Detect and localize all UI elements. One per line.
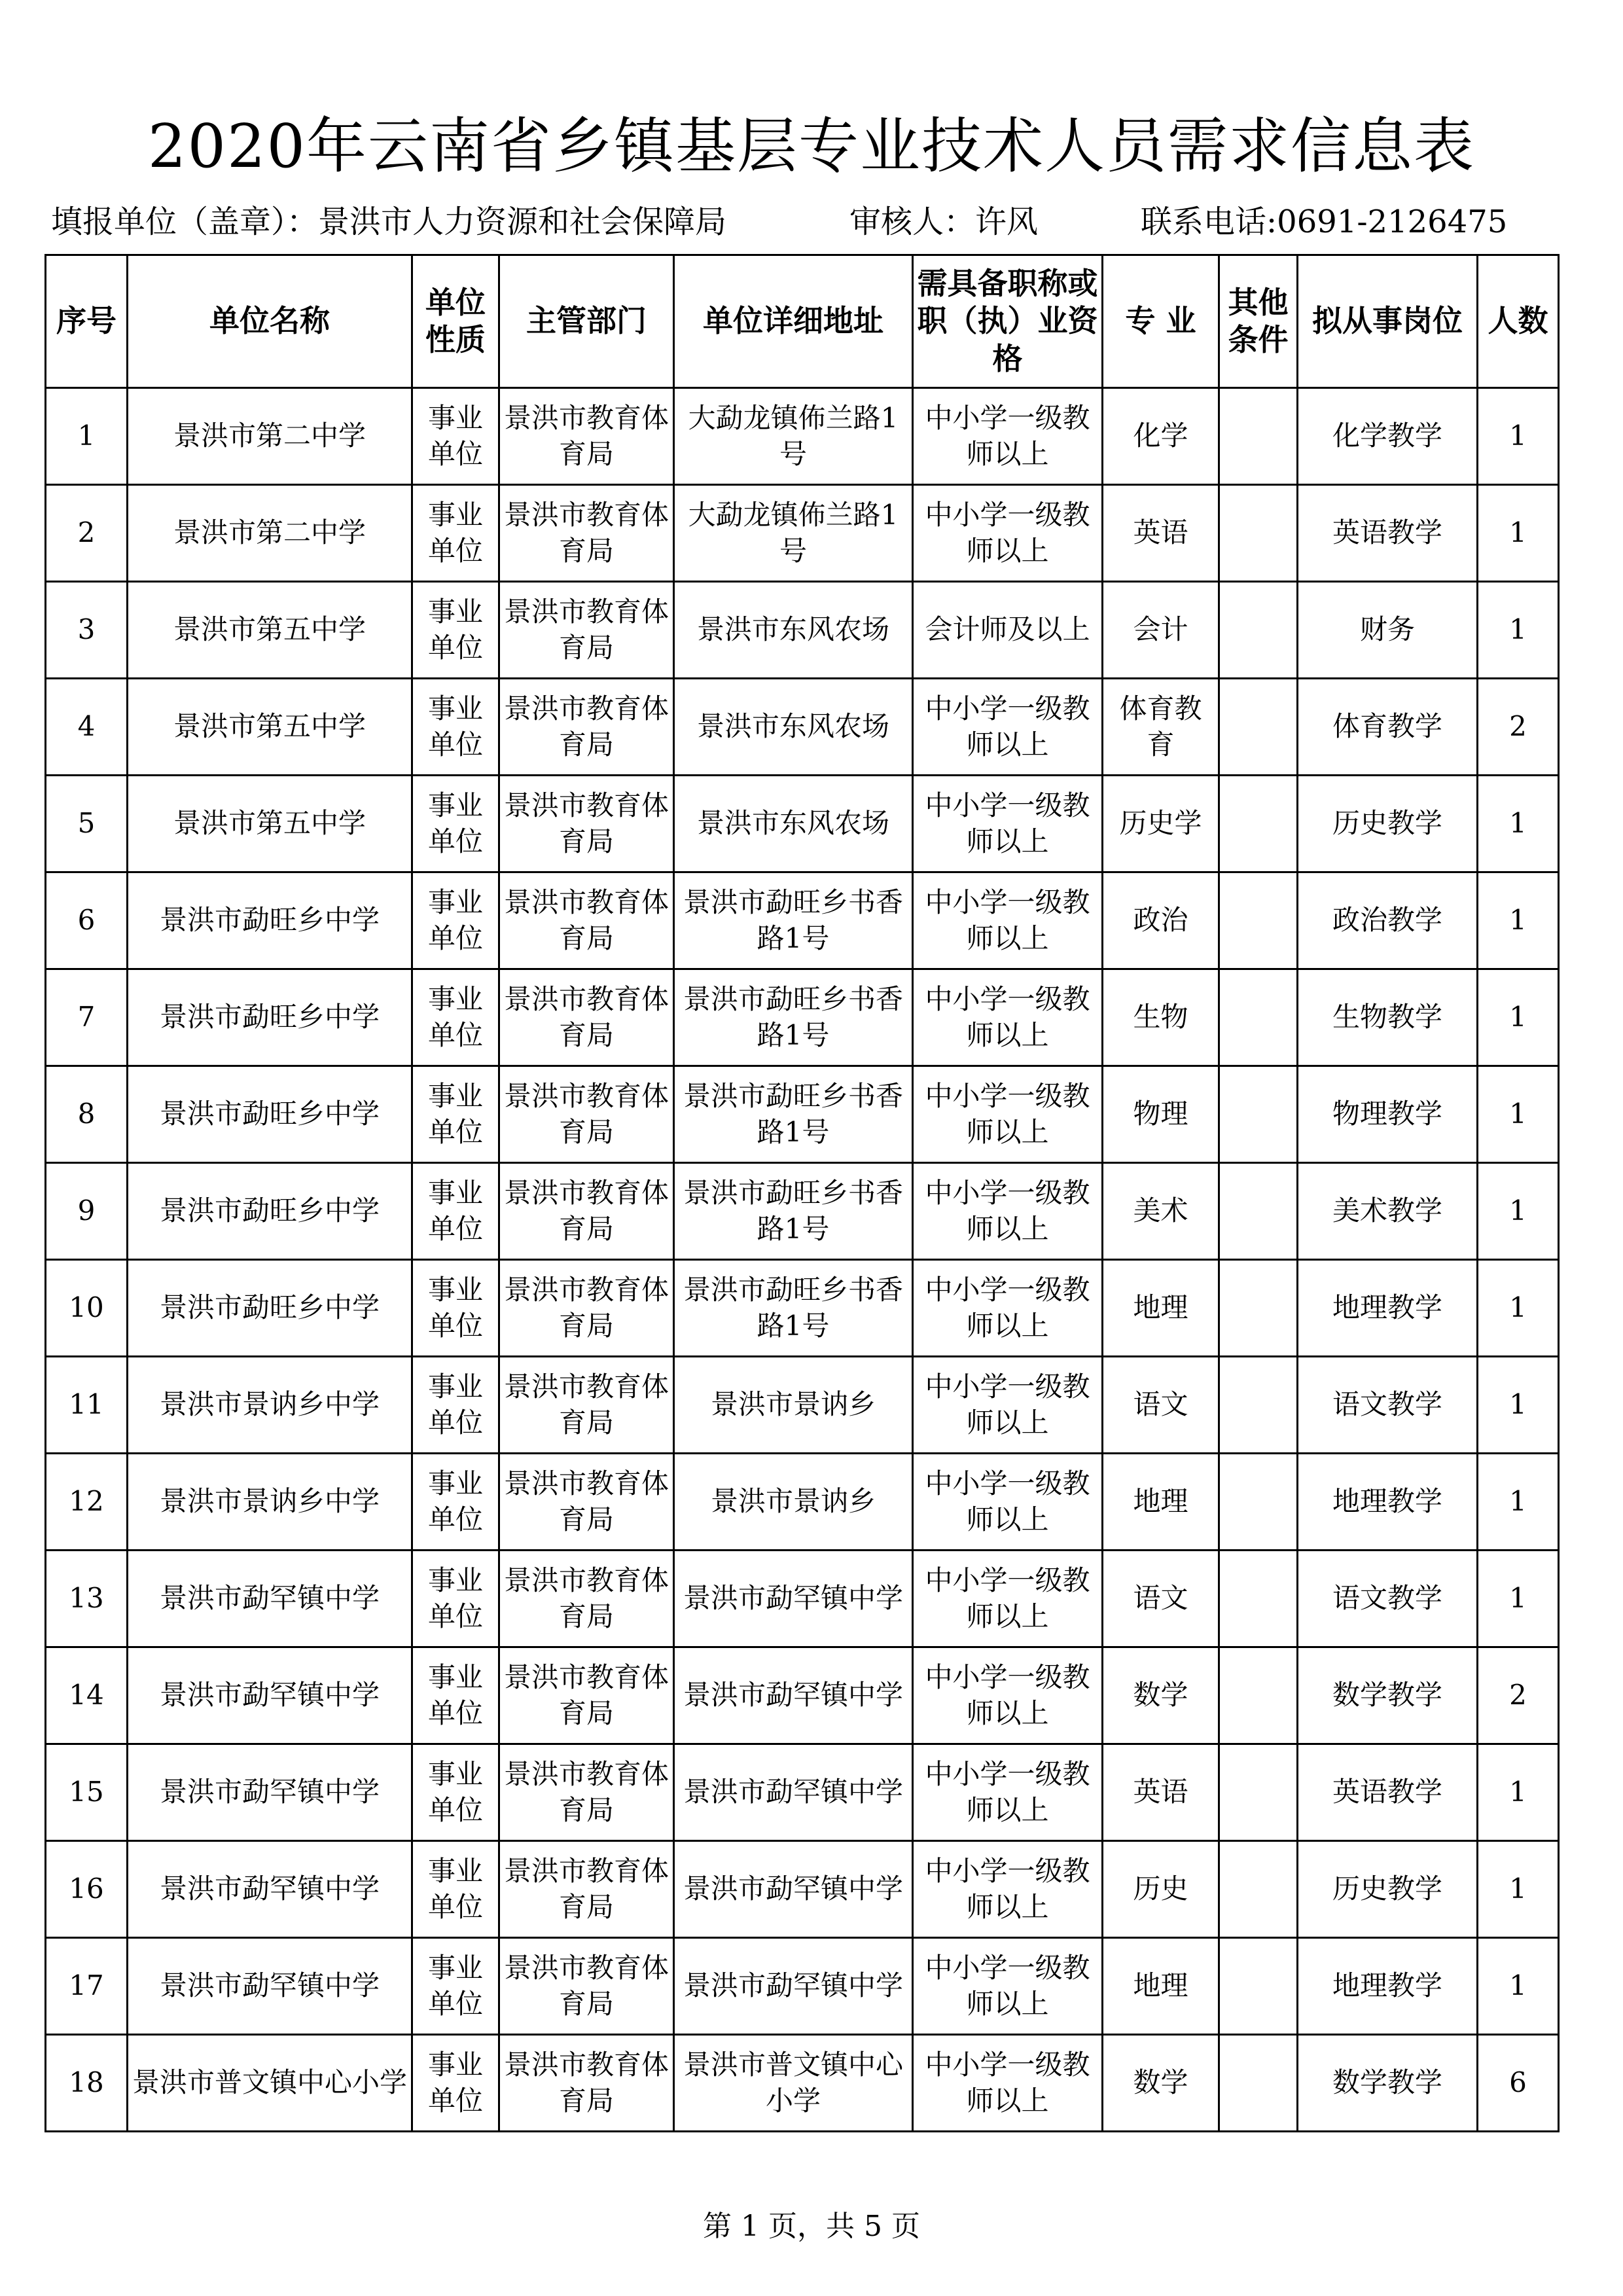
unit-type-cell: 事业单位: [412, 969, 499, 1066]
unit-name-cell: 景洪市第五中学: [128, 582, 412, 679]
count-cell: 1: [1478, 388, 1559, 485]
position-cell: 政治教学: [1298, 872, 1478, 969]
other-cell: [1219, 1163, 1298, 1260]
seq-cell: 14: [46, 1647, 128, 1744]
other-cell: [1219, 1938, 1298, 2035]
other-cell: [1219, 1357, 1298, 1454]
unit-name-cell: 景洪市第二中学: [128, 388, 412, 485]
column-header: 人数: [1478, 255, 1559, 388]
unit-type-cell: 事业单位: [412, 1938, 499, 2035]
major-cell: 地理: [1103, 1454, 1219, 1551]
qualification-cell: 中小学一级教师以上: [913, 1551, 1103, 1647]
position-cell: 财务: [1298, 582, 1478, 679]
department-cell: 景洪市教育体育局: [499, 1551, 674, 1647]
other-cell: [1219, 2035, 1298, 2132]
demand-table: [45, 254, 1560, 2132]
department-cell: 景洪市教育体育局: [499, 969, 674, 1066]
position-cell: 物理教学: [1298, 1066, 1478, 1163]
table-row: [46, 485, 1559, 582]
unit-type-cell: 事业单位: [412, 388, 499, 485]
unit-type-cell: 事业单位: [412, 1551, 499, 1647]
address-cell: 景洪市勐旺乡书香路1号: [674, 1066, 913, 1163]
major-cell: 美术: [1103, 1163, 1219, 1260]
department-cell: 景洪市教育体育局: [499, 1454, 674, 1551]
count-cell: 6: [1478, 2035, 1559, 2132]
unit-name-cell: 景洪市勐罕镇中学: [128, 1647, 412, 1744]
page-title: 2020年云南省乡镇基层专业技术人员需求信息表: [147, 111, 1476, 181]
address-cell: 景洪市景讷乡: [674, 1357, 913, 1454]
address-cell: 景洪市普文镇中心小学: [674, 2035, 913, 2132]
seq-cell: 10: [46, 1260, 128, 1357]
position-cell: 数学教学: [1298, 1647, 1478, 1744]
seq-cell: 2: [46, 485, 128, 582]
other-cell: [1219, 872, 1298, 969]
other-cell: [1219, 1841, 1298, 1938]
major-cell: 英语: [1103, 1744, 1219, 1841]
address-cell: 景洪市勐旺乡书香路1号: [674, 969, 913, 1066]
unit-name-cell: 景洪市勐罕镇中学: [128, 1551, 412, 1647]
position-cell: 美术教学: [1298, 1163, 1478, 1260]
unit-type-cell: 事业单位: [412, 872, 499, 969]
department-cell: 景洪市教育体育局: [499, 1066, 674, 1163]
position-cell: 历史教学: [1298, 1841, 1478, 1938]
table-row: [46, 1163, 1559, 1260]
address-cell: 景洪市东风农场: [674, 776, 913, 872]
qualification-cell: 中小学一级教师以上: [913, 2035, 1103, 2132]
unit-type-cell: 事业单位: [412, 1357, 499, 1454]
major-cell: 英语: [1103, 485, 1219, 582]
qualification-cell: 中小学一级教师以上: [913, 872, 1103, 969]
seq-cell: 4: [46, 679, 128, 776]
table-row: [46, 872, 1559, 969]
other-cell: [1219, 1551, 1298, 1647]
seq-cell: 3: [46, 582, 128, 679]
count-cell: 1: [1478, 1357, 1559, 1454]
table-row: [46, 1260, 1559, 1357]
count-cell: 1: [1478, 1454, 1559, 1551]
major-cell: 物理: [1103, 1066, 1219, 1163]
count-cell: 2: [1478, 679, 1559, 776]
table-row: [46, 1066, 1559, 1163]
other-cell: [1219, 776, 1298, 872]
position-cell: 数学教学: [1298, 2035, 1478, 2132]
department-cell: 景洪市教育体育局: [499, 872, 674, 969]
unit-name-cell: 景洪市普文镇中心小学: [128, 2035, 412, 2132]
seq-cell: 18: [46, 2035, 128, 2132]
seq-cell: 11: [46, 1357, 128, 1454]
column-header: 序号: [46, 255, 128, 388]
qualification-cell: 会计师及以上: [913, 582, 1103, 679]
other-cell: [1219, 1260, 1298, 1357]
qualification-cell: 中小学一级教师以上: [913, 1260, 1103, 1357]
department-cell: 景洪市教育体育局: [499, 2035, 674, 2132]
unit-name-cell: 景洪市第五中学: [128, 679, 412, 776]
address-cell: 景洪市景讷乡: [674, 1454, 913, 1551]
position-cell: 英语教学: [1298, 485, 1478, 582]
column-header: 单位详细地址: [674, 255, 913, 388]
column-header: 单位性质: [412, 255, 499, 388]
count-cell: 1: [1478, 1744, 1559, 1841]
major-cell: 历史学: [1103, 776, 1219, 872]
department-cell: 景洪市教育体育局: [499, 1260, 674, 1357]
other-cell: [1219, 1066, 1298, 1163]
table-row: [46, 1841, 1559, 1938]
address-cell: 景洪市东风农场: [674, 582, 913, 679]
column-header: 单位名称: [128, 255, 412, 388]
table-row: [46, 1454, 1559, 1551]
table-row: [46, 582, 1559, 679]
unit-name-cell: 景洪市勐旺乡中学: [128, 1260, 412, 1357]
position-cell: 地理教学: [1298, 1938, 1478, 2035]
count-cell: 1: [1478, 582, 1559, 679]
address-cell: 大勐龙镇佈兰路1号: [674, 388, 913, 485]
count-cell: 1: [1478, 485, 1559, 582]
unit-type-cell: 事业单位: [412, 679, 499, 776]
other-cell: [1219, 388, 1298, 485]
qualification-cell: 中小学一级教师以上: [913, 1357, 1103, 1454]
other-cell: [1219, 969, 1298, 1066]
table-row: [46, 679, 1559, 776]
table-row: [46, 1551, 1559, 1647]
qualification-cell: 中小学一级教师以上: [913, 388, 1103, 485]
column-header: 拟从事岗位: [1298, 255, 1478, 388]
column-header: 主管部门: [499, 255, 674, 388]
position-cell: 英语教学: [1298, 1744, 1478, 1841]
seq-cell: 16: [46, 1841, 128, 1938]
qualification-cell: 中小学一级教师以上: [913, 776, 1103, 872]
unit-name-cell: 景洪市勐旺乡中学: [128, 969, 412, 1066]
seq-cell: 13: [46, 1551, 128, 1647]
major-cell: 会计: [1103, 582, 1219, 679]
unit-name-cell: 景洪市勐旺乡中学: [128, 872, 412, 969]
seq-cell: 17: [46, 1938, 128, 2035]
unit-type-cell: 事业单位: [412, 2035, 499, 2132]
other-cell: [1219, 679, 1298, 776]
major-cell: 体育教育: [1103, 679, 1219, 776]
count-cell: 1: [1478, 969, 1559, 1066]
table-row: [46, 1647, 1559, 1744]
unit-type-cell: 事业单位: [412, 1454, 499, 1551]
seq-cell: 5: [46, 776, 128, 872]
department-cell: 景洪市教育体育局: [499, 679, 674, 776]
department-cell: 景洪市教育体育局: [499, 388, 674, 485]
contact-phone: 联系电话:0691-2126475: [1141, 204, 1508, 240]
table-row: [46, 969, 1559, 1066]
unit-type-cell: 事业单位: [412, 1647, 499, 1744]
address-cell: 景洪市勐旺乡书香路1号: [674, 1260, 913, 1357]
unit-name-cell: 景洪市勐旺乡中学: [128, 1163, 412, 1260]
qualification-cell: 中小学一级教师以上: [913, 1163, 1103, 1260]
unit-type-cell: 事业单位: [412, 485, 499, 582]
address-cell: 景洪市东风农场: [674, 679, 913, 776]
address-cell: 景洪市勐罕镇中学: [674, 1744, 913, 1841]
qualification-cell: 中小学一级教师以上: [913, 679, 1103, 776]
table-row: [46, 388, 1559, 485]
unit-type-cell: 事业单位: [412, 1841, 499, 1938]
position-cell: 历史教学: [1298, 776, 1478, 872]
seq-cell: 12: [46, 1454, 128, 1551]
filing-unit: 填报单位（盖章）：景洪市人力资源和社会保障局: [51, 204, 727, 240]
department-cell: 景洪市教育体育局: [499, 776, 674, 872]
department-cell: 景洪市教育体育局: [499, 1938, 674, 2035]
other-cell: [1219, 582, 1298, 679]
seq-cell: 8: [46, 1066, 128, 1163]
major-cell: 数学: [1103, 1647, 1219, 1744]
count-cell: 1: [1478, 872, 1559, 969]
unit-type-cell: 事业单位: [412, 1260, 499, 1357]
table-row: [46, 1744, 1559, 1841]
position-cell: 生物教学: [1298, 969, 1478, 1066]
unit-name-cell: 景洪市勐罕镇中学: [128, 1744, 412, 1841]
department-cell: 景洪市教育体育局: [499, 1163, 674, 1260]
header-info: [51, 196, 1576, 242]
department-cell: 景洪市教育体育局: [499, 1744, 674, 1841]
page-footer: 第 1 页，共 5 页: [703, 2210, 920, 2243]
count-cell: 1: [1478, 1260, 1559, 1357]
other-cell: [1219, 1744, 1298, 1841]
unit-type-cell: 事业单位: [412, 1066, 499, 1163]
address-cell: 大勐龙镇佈兰路1号: [674, 485, 913, 582]
table-row: [46, 776, 1559, 872]
position-cell: 化学教学: [1298, 388, 1478, 485]
count-cell: 1: [1478, 1163, 1559, 1260]
unit-type-cell: 事业单位: [412, 776, 499, 872]
count-cell: 2: [1478, 1647, 1559, 1744]
table-row: [46, 2035, 1559, 2132]
unit-type-cell: 事业单位: [412, 1163, 499, 1260]
table-header-row: [46, 255, 1559, 388]
unit-name-cell: 景洪市勐罕镇中学: [128, 1841, 412, 1938]
reviewer: 审核人：许风: [849, 204, 1039, 240]
other-cell: [1219, 1454, 1298, 1551]
unit-name-cell: 景洪市景讷乡中学: [128, 1357, 412, 1454]
unit-name-cell: 景洪市景讷乡中学: [128, 1454, 412, 1551]
department-cell: 景洪市教育体育局: [499, 485, 674, 582]
position-cell: 体育教学: [1298, 679, 1478, 776]
department-cell: 景洪市教育体育局: [499, 1357, 674, 1454]
seq-cell: 7: [46, 969, 128, 1066]
qualification-cell: 中小学一级教师以上: [913, 1744, 1103, 1841]
column-header: 需具备职称或职（执）业资格: [913, 255, 1103, 388]
unit-type-cell: 事业单位: [412, 582, 499, 679]
position-cell: 语文教学: [1298, 1551, 1478, 1647]
qualification-cell: 中小学一级教师以上: [913, 1841, 1103, 1938]
seq-cell: 6: [46, 872, 128, 969]
qualification-cell: 中小学一级教师以上: [913, 1454, 1103, 1551]
department-cell: 景洪市教育体育局: [499, 1647, 674, 1744]
position-cell: 地理教学: [1298, 1454, 1478, 1551]
major-cell: 化学: [1103, 388, 1219, 485]
department-cell: 景洪市教育体育局: [499, 582, 674, 679]
major-cell: 地理: [1103, 1938, 1219, 2035]
qualification-cell: 中小学一级教师以上: [913, 1938, 1103, 2035]
table-body: [46, 388, 1559, 2132]
qualification-cell: 中小学一级教师以上: [913, 485, 1103, 582]
other-cell: [1219, 1647, 1298, 1744]
qualification-cell: 中小学一级教师以上: [913, 969, 1103, 1066]
unit-name-cell: 景洪市勐旺乡中学: [128, 1066, 412, 1163]
column-header: 专 业: [1103, 255, 1219, 388]
address-cell: 景洪市勐罕镇中学: [674, 1938, 913, 2035]
position-cell: 地理教学: [1298, 1260, 1478, 1357]
seq-cell: 9: [46, 1163, 128, 1260]
count-cell: 1: [1478, 1551, 1559, 1647]
major-cell: 语文: [1103, 1357, 1219, 1454]
major-cell: 生物: [1103, 969, 1219, 1066]
address-cell: 景洪市勐旺乡书香路1号: [674, 1163, 913, 1260]
department-cell: 景洪市教育体育局: [499, 1841, 674, 1938]
major-cell: 数学: [1103, 2035, 1219, 2132]
unit-name-cell: 景洪市勐罕镇中学: [128, 1938, 412, 2035]
major-cell: 政治: [1103, 872, 1219, 969]
unit-name-cell: 景洪市第二中学: [128, 485, 412, 582]
seq-cell: 15: [46, 1744, 128, 1841]
address-cell: 景洪市勐旺乡书香路1号: [674, 872, 913, 969]
address-cell: 景洪市勐罕镇中学: [674, 1551, 913, 1647]
major-cell: 历史: [1103, 1841, 1219, 1938]
address-cell: 景洪市勐罕镇中学: [674, 1647, 913, 1744]
seq-cell: 1: [46, 388, 128, 485]
count-cell: 1: [1478, 1938, 1559, 2035]
count-cell: 1: [1478, 1841, 1559, 1938]
major-cell: 语文: [1103, 1551, 1219, 1647]
qualification-cell: 中小学一级教师以上: [913, 1647, 1103, 1744]
other-cell: [1219, 485, 1298, 582]
column-header: 其他条件: [1219, 255, 1298, 388]
address-cell: 景洪市勐罕镇中学: [674, 1841, 913, 1938]
unit-type-cell: 事业单位: [412, 1744, 499, 1841]
qualification-cell: 中小学一级教师以上: [913, 1066, 1103, 1163]
count-cell: 1: [1478, 776, 1559, 872]
major-cell: 地理: [1103, 1260, 1219, 1357]
position-cell: 语文教学: [1298, 1357, 1478, 1454]
unit-name-cell: 景洪市第五中学: [128, 776, 412, 872]
table-row: [46, 1938, 1559, 2035]
table-row: [46, 1357, 1559, 1454]
count-cell: 1: [1478, 1066, 1559, 1163]
